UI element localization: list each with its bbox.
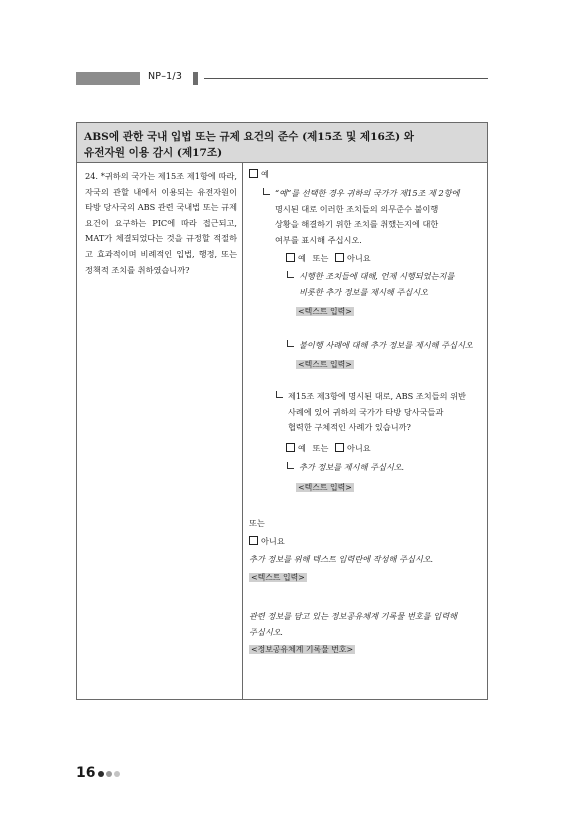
yes-instruction-line: “예”를 선택한 경우 귀하의 국가가 제15조 제 2항에 bbox=[275, 188, 460, 198]
question-text: 24. *귀하의 국가는 제15조 제1항에 따라, 자국의 관할 내에서 이용되는 유전자원이 타방 당사국의 ABS 관련 국내법 또는 규제 요건이 요구하는 PIC에 따라 접근되고, MAT가 체결되었다는 것을 규정할 적절하고 효과적이며 비례적인 입법, 행정, 또는 정책적 조치를 취하였습니까? bbox=[85, 171, 237, 275]
yes-instruction-line: 명시된 대로 이러한 조치들의 의무준수 불이행 bbox=[275, 203, 439, 214]
record-number-input-label: <정보공유체계 기록물 번호> bbox=[251, 645, 354, 654]
choice1-yes-checkbox[interactable] bbox=[286, 253, 295, 262]
sub1-instruction bbox=[287, 269, 454, 300]
corner-icon bbox=[287, 462, 294, 469]
text-input-4[interactable] bbox=[249, 570, 307, 586]
q2-line: 협력한 구체적인 사례가 있습니까? bbox=[288, 422, 411, 433]
yes-instruction-line: 상황을 해결하기 위한 조치를 취했는지에 대한 bbox=[275, 219, 439, 230]
sub1-line: 비롯한 추가 정보를 제시해 주십시오 bbox=[299, 286, 429, 297]
choice1-yes-label: 예 bbox=[298, 253, 306, 263]
choice2-row bbox=[286, 441, 371, 457]
column-divider bbox=[242, 163, 243, 699]
text-input-3-label: <텍스트 입력> bbox=[298, 483, 352, 492]
q2-line: 사례에 있어 귀하의 국가가 타방 당사국들과 bbox=[288, 406, 444, 417]
no-option[interactable] bbox=[249, 534, 285, 550]
section-title-line1: ABS에 관한 국내 입법 또는 규제 요건의 준수 (제15조 및 제16조) 와 bbox=[84, 131, 415, 143]
page-dot-icon bbox=[106, 771, 112, 777]
text-input-3[interactable] bbox=[296, 480, 354, 496]
choice2-no-label: 아니요 bbox=[346, 443, 371, 453]
corner-icon bbox=[263, 188, 270, 195]
choice2-no-checkbox[interactable] bbox=[335, 443, 344, 452]
header-gray-bar bbox=[76, 72, 140, 85]
text-input-2[interactable] bbox=[296, 357, 354, 373]
header-marker bbox=[193, 72, 198, 85]
choice2-or-label: 또는 bbox=[312, 443, 329, 453]
corner-icon bbox=[287, 340, 294, 347]
header-rule bbox=[204, 78, 488, 79]
related-instruction-line: 주십시오. bbox=[249, 626, 284, 637]
text-input-1[interactable] bbox=[296, 304, 354, 320]
sub3-text: 추가 정보를 제시해 주십시오. bbox=[299, 462, 405, 472]
section-title-line2: 유전자원 이용 감시 (제17조) bbox=[84, 147, 223, 159]
choice1-row bbox=[286, 251, 371, 267]
question-table bbox=[76, 122, 488, 700]
page-dot-icon bbox=[98, 771, 104, 777]
choice2-yes-checkbox[interactable] bbox=[286, 443, 295, 452]
no-instruction: 추가 정보를 위해 텍스트 입력란에 작성해 주십시오. bbox=[249, 554, 434, 564]
yes-instruction bbox=[263, 186, 460, 248]
yes-checkbox[interactable] bbox=[249, 169, 258, 178]
yes-option[interactable] bbox=[249, 167, 269, 183]
sub3-instruction bbox=[287, 460, 404, 476]
page-number: 16 bbox=[76, 765, 96, 781]
related-instruction bbox=[249, 609, 457, 640]
choice1-no-label: 아니요 bbox=[346, 253, 371, 263]
text-input-1-label: <텍스트 입력> bbox=[298, 307, 352, 316]
section-title bbox=[77, 123, 487, 163]
page-dot-icon bbox=[114, 771, 120, 777]
choice2-yes-label: 예 bbox=[298, 443, 306, 453]
header-section-label: NP–1/3 bbox=[148, 71, 183, 82]
q2-text bbox=[276, 389, 466, 436]
sub2-instruction bbox=[287, 338, 473, 354]
no-label: 아니요 bbox=[261, 536, 285, 546]
yes-instruction-line: 여부를 표시해 주십시오. bbox=[275, 234, 362, 245]
sub2-text: 불이행 사례에 대해 추가 정보를 제시해 주십시오 bbox=[299, 340, 473, 350]
corner-icon bbox=[276, 391, 283, 398]
or-label: 또는 bbox=[249, 518, 265, 528]
choice1-or-label: 또는 bbox=[312, 253, 329, 263]
record-number-input[interactable] bbox=[249, 642, 355, 658]
text-input-2-label: <텍스트 입력> bbox=[298, 360, 352, 369]
q2-line: 제15조 제3항에 명시된 대로, ABS 조치들의 위반 bbox=[288, 391, 466, 401]
choice1-no-checkbox[interactable] bbox=[335, 253, 344, 262]
no-checkbox[interactable] bbox=[249, 536, 258, 545]
yes-label: 예 bbox=[261, 169, 269, 179]
sub1-line: 시행한 조치들에 대해, 언제 시행되었는지를 bbox=[299, 271, 455, 281]
text-input-4-label: <텍스트 입력> bbox=[251, 573, 305, 582]
corner-icon bbox=[287, 271, 294, 278]
related-instruction-line: 관련 정보를 담고 있는 정보공유체계 기록물 번호를 입력해 bbox=[249, 611, 458, 621]
